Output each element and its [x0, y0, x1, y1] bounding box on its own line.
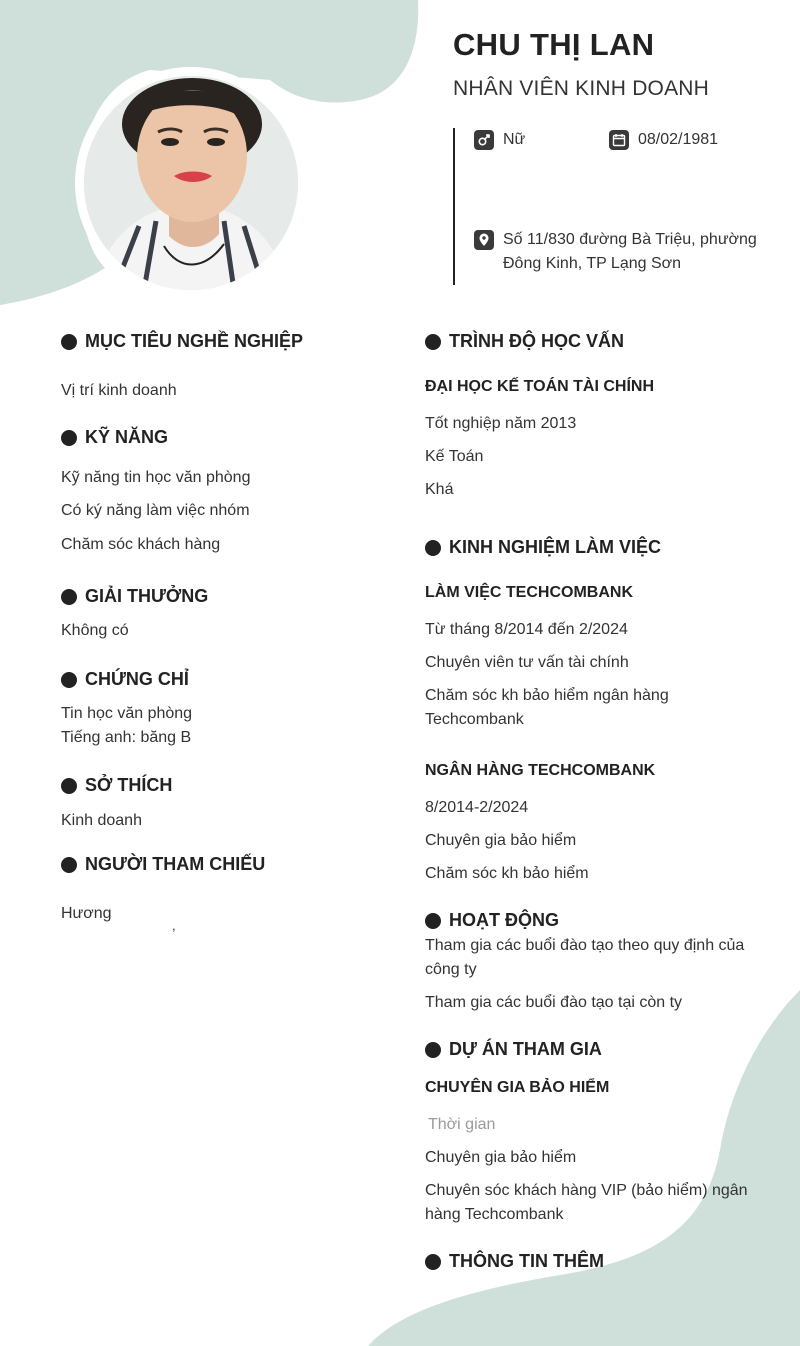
- section-experience-title: KINH NGHIỆM LÀM VIỆC: [425, 537, 661, 558]
- bullet-icon: [61, 778, 77, 794]
- bullet-icon: [425, 540, 441, 556]
- address-line-2: Đông Kinh, TP Lạng Sơn: [503, 255, 682, 272]
- bullet-icon: [61, 857, 77, 873]
- section-objective-title: MỤC TIÊU NGHỀ NGHIỆP: [61, 331, 303, 352]
- experience-company: NGÂN HÀNG TECHCOMBANK: [425, 762, 656, 779]
- bullet-icon: [425, 1042, 441, 1058]
- section-extra-title: THÔNG TIN THÊM: [425, 1251, 604, 1272]
- project-desc: Chuyên sóc khách hàng VIP (bảo hiểm) ngân: [425, 1182, 748, 1199]
- section-references-title: NGƯỜI THAM CHIẾU: [61, 854, 265, 875]
- info-divider: [453, 128, 455, 285]
- objective-text: Vị trí kinh doanh: [61, 382, 177, 399]
- calendar-icon: [609, 130, 629, 150]
- bullet-icon: [425, 913, 441, 929]
- project-name: CHUYÊN GIA BẢO HIỂM: [425, 1079, 610, 1096]
- skill-item: Chăm sóc khách hàng: [61, 536, 221, 553]
- bullet-icon: [61, 430, 77, 446]
- section-certificates-title: CHỨNG CHỈ: [61, 669, 189, 690]
- reference-name: Hương: [61, 905, 112, 922]
- experience-desc: Chăm sóc kh bảo hiểm: [425, 865, 589, 882]
- activity-text: công ty: [425, 961, 477, 978]
- project-desc: hàng Techcombank: [425, 1206, 564, 1223]
- section-skills-title: KỸ NĂNG: [61, 427, 168, 448]
- certificate-item: Tiếng anh: băng B: [61, 729, 192, 746]
- experience-role: Chuyên viên tư vấn tài chính: [425, 654, 629, 671]
- job-title: NHÂN VIÊN KINH DOANH: [453, 77, 710, 100]
- bullet-icon: [61, 334, 77, 350]
- education-item: Tốt nghiệp năm 2013: [425, 415, 577, 432]
- section-awards-title: GIẢI THƯỞNG: [61, 586, 208, 607]
- bullet-icon: [425, 334, 441, 350]
- experience-period: Từ tháng 8/2014 đến 2/2024: [425, 621, 628, 638]
- project-time: Thời gian: [428, 1116, 496, 1133]
- experience-desc: Techcombank: [425, 711, 524, 728]
- reference-mark: ,: [172, 918, 176, 933]
- dob-value: 08/02/1981: [638, 131, 719, 148]
- activity-text: Tham gia các buổi đào tạo theo quy định của: [425, 937, 745, 954]
- certificate-item: Tin học văn phòng: [61, 705, 193, 722]
- activity-text: Tham gia các buổi đào tạo tại còn ty: [425, 994, 683, 1011]
- hobbies-text: Kinh doanh: [61, 812, 142, 829]
- education-school: ĐẠI HỌC KẾ TOÁN TÀI CHÍNH: [425, 378, 655, 395]
- project-role: Chuyên gia bảo hiểm: [425, 1149, 577, 1166]
- awards-text: Không có: [61, 622, 129, 639]
- gender-value: Nữ: [503, 131, 526, 148]
- bullet-icon: [425, 1254, 441, 1270]
- bullet-icon: [61, 672, 77, 688]
- address-line-1: Số 11/830 đường Bà Triệu, phường: [503, 231, 757, 248]
- section-activities-title: HOẠT ĐỘNG: [425, 910, 559, 931]
- section-education-title: TRÌNH ĐỘ HỌC VẤN: [425, 331, 624, 352]
- experience-role: Chuyên gia bảo hiểm: [425, 832, 577, 849]
- profile-photo: [84, 76, 298, 290]
- section-hobbies-title: SỞ THÍCH: [61, 775, 172, 796]
- candidate-name: CHU THỊ LAN: [453, 27, 655, 62]
- section-projects-title: DỰ ÁN THAM GIA: [425, 1039, 602, 1060]
- experience-company: LÀM VIỆC TECHCOMBANK: [425, 584, 633, 601]
- location-icon: [474, 230, 494, 250]
- education-item: Kế Toán: [425, 448, 484, 465]
- skill-item: Có ký năng làm việc nhóm: [61, 502, 250, 519]
- experience-period: 8/2014-2/2024: [425, 799, 529, 816]
- skill-item: Kỹ năng tin học văn phòng: [61, 469, 251, 486]
- bullet-icon: [61, 589, 77, 605]
- gender-icon: [474, 130, 494, 150]
- education-item: Khá: [425, 481, 454, 498]
- experience-desc: Chăm sóc kh bảo hiểm ngân hàng: [425, 687, 669, 704]
